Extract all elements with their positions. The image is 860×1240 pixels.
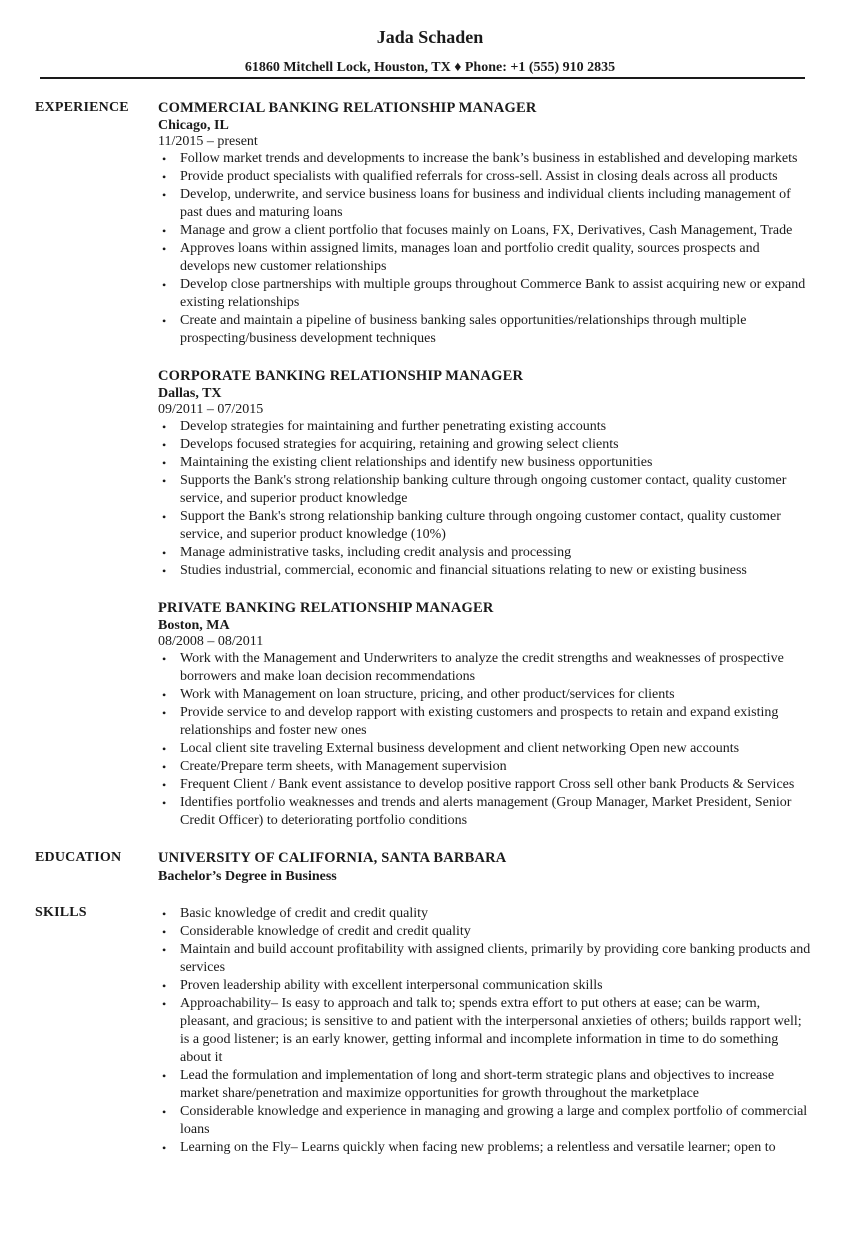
job-bullet-text: Studies industrial, commercial, economic and financial situations relating to new or existing business: [180, 563, 747, 578]
job-bullet: [158, 240, 812, 276]
skill-item: [158, 905, 812, 923]
job-bullet-text: Identifies portfolio weaknesses and trends and alerts management (Group Manager, Market President, Senior Credit Officer) to deteriorating portfolio conditions: [180, 795, 792, 828]
job-bullet-text: Develop close partnerships with multiple groups throughout Commerce Bank to assist acquiring new or expand existing relationships: [180, 277, 806, 310]
job-bullet: [158, 454, 812, 472]
bullet-icon: •: [162, 760, 167, 774]
job-bullet-text: Develops focused strategies for acquiring, retaining and growing select clients: [180, 437, 619, 452]
bullet-icon: •: [162, 979, 167, 993]
job-bullet: [158, 794, 812, 830]
job-bullet-text: Work with the Management and Underwriters to analyze the credit strengths and weaknesses of prospective borrowers and make loan decision recommendations: [180, 651, 784, 684]
job-entry: [158, 99, 812, 348]
job-location: Dallas, TX: [158, 386, 222, 401]
resume-body: [0, 99, 860, 1157]
experience-section: [0, 99, 860, 830]
job-bullet: [158, 222, 812, 240]
job-bullet-text: Support the Bank's strong relationship banking culture through ongoing customer contact, quality customer service, and superior product knowledge (10%): [180, 509, 781, 542]
job-bullet-text: Frequent Client / Bank event assistance to develop positive rapport Cross sell other bank Products & Services: [180, 777, 795, 792]
bullet-icon: •: [162, 1141, 167, 1155]
header-divider: [40, 77, 805, 79]
bullet-icon: •: [162, 564, 167, 578]
job-bullet: [158, 758, 812, 776]
skill-text: Proven leadership ability with excellent interpersonal communication skills: [180, 978, 603, 993]
job-bullet: [158, 776, 812, 794]
job-bullet: [158, 562, 812, 580]
job-entry: [158, 367, 812, 580]
bullet-icon: •: [162, 1069, 167, 1083]
job-dates: 11/2015 – present: [158, 134, 258, 149]
job-location: Boston, MA: [158, 618, 230, 633]
experience-list: [158, 99, 812, 830]
skill-text: Maintain and build account profitability with assigned clients, primarily by providing core banking products and services: [180, 942, 811, 975]
job-bullets: [158, 418, 812, 580]
job-bullet: [158, 418, 812, 436]
skill-item: [158, 1103, 812, 1139]
job-bullet-text: Manage administrative tasks, including credit analysis and processing: [180, 545, 572, 560]
skill-text: Basic knowledge of credit and credit quality: [180, 906, 429, 921]
job-bullet-text: Local client site traveling External business development and client networking Open new accounts: [180, 741, 740, 756]
bullet-icon: •: [162, 925, 167, 939]
job-bullet-text: Manage and grow a client portfolio that focuses mainly on Loans, FX, Derivatives, Cash Management, Trade: [180, 223, 793, 238]
bullet-icon: •: [162, 907, 167, 921]
job-bullet: [158, 544, 812, 562]
skill-item: [158, 1067, 812, 1103]
job-bullet-text: Work with Management on loan structure, pricing, and other product/services for clients: [180, 687, 675, 702]
experience-heading: EXPERIENCE: [35, 100, 129, 115]
job-dates: 09/2011 – 07/2015: [158, 402, 264, 417]
bullet-icon: •: [162, 438, 167, 452]
contact-line: 61860 Mitchell Lock, Houston, TX ♦ Phone: +1 (555) 910 2835: [244, 60, 616, 75]
skills-section: [0, 904, 860, 1157]
job-bullet: [158, 472, 812, 508]
job-bullet-text: Supports the Bank's strong relationship banking culture through ongoing customer contact, quality customer service, and superior product knowledge: [180, 473, 787, 506]
job-entry: [158, 599, 812, 830]
bullet-icon: •: [162, 943, 167, 957]
bullet-icon: •: [162, 420, 167, 434]
job-bullet-text: Create/Prepare term sheets, with Management supervision: [180, 759, 507, 774]
job-bullet-text: Provide service to and develop rapport with existing customers and prospects to retain and expand existing relationships and foster new ones: [180, 705, 779, 738]
bullet-icon: •: [162, 152, 167, 166]
bullet-icon: •: [162, 510, 167, 524]
job-bullet-text: Create and maintain a pipeline of business banking sales opportunities/relationships through multiple prospecting/business development techniques: [180, 313, 747, 346]
job-title: COMMERCIAL BANKING RELATIONSHIP MANAGER: [158, 100, 537, 116]
job-bullet: [158, 436, 812, 454]
job-bullet-text: Follow market trends and developments to increase the bank’s business in established and developing markets: [180, 151, 798, 166]
skill-item: [158, 923, 812, 941]
bullet-icon: •: [162, 546, 167, 560]
education-degree: Bachelor’s Degree in Business: [158, 869, 337, 884]
skill-item: [158, 941, 812, 977]
education-school: UNIVERSITY OF CALIFORNIA, SANTA BARBARA: [158, 850, 507, 866]
job-title: CORPORATE BANKING RELATIONSHIP MANAGER: [158, 368, 524, 384]
job-bullet-text: Develop strategies for maintaining and further penetrating existing accounts: [180, 419, 607, 434]
skills-bullets: [158, 905, 812, 1157]
skills-heading: SKILLS: [35, 905, 87, 920]
job-bullet-text: Provide product specialists with qualified referrals for cross-sell. Assist in closing deals across all products: [180, 169, 778, 184]
job-bullet-text: Develop, underwrite, and service business loans for business and individual clients including management of past dues and maturing loans: [180, 187, 791, 220]
job-bullet: [158, 276, 812, 312]
bullet-icon: •: [162, 652, 167, 666]
job-bullet: [158, 686, 812, 704]
bullet-icon: •: [162, 456, 167, 470]
candidate-name: Jada Schaden: [376, 27, 484, 47]
bullet-icon: •: [162, 688, 167, 702]
job-bullet: [158, 508, 812, 544]
skill-item: [158, 995, 812, 1067]
skills-list: [158, 904, 812, 1157]
skill-text: Considerable knowledge and experience in managing and growing a large and complex portfolio of commercial loans: [180, 1104, 808, 1137]
job-bullet: [158, 312, 812, 348]
skill-text: Considerable knowledge of credit and credit quality: [180, 924, 471, 939]
bullet-icon: •: [162, 706, 167, 720]
bullet-icon: •: [162, 1105, 167, 1119]
bullet-icon: •: [162, 188, 167, 202]
bullet-icon: •: [162, 278, 167, 292]
job-bullet-text: Approves loans within assigned limits, manages loan and portfolio credit quality, sources prospects and develops new customer relationships: [180, 241, 760, 274]
education-heading: EDUCATION: [35, 850, 122, 865]
job-bullet: [158, 168, 812, 186]
education-section: [0, 849, 860, 886]
bullet-icon: •: [162, 474, 167, 488]
job-bullet: [158, 186, 812, 222]
bullet-icon: •: [162, 170, 167, 184]
job-bullets: [158, 150, 812, 348]
job-title: PRIVATE BANKING RELATIONSHIP MANAGER: [158, 600, 494, 616]
job-dates: 08/2008 – 08/2011: [158, 634, 264, 649]
bullet-icon: •: [162, 742, 167, 756]
skill-text: Lead the formulation and implementation of long and short-term strategic plans and objectives to increase market share/penetration and maximize opportunities for growth throughout the marketplace: [180, 1068, 775, 1101]
skill-item: [158, 1139, 812, 1157]
education-entry: [158, 849, 812, 886]
job-bullet: [158, 650, 812, 686]
bullet-icon: •: [162, 314, 167, 328]
job-bullets: [158, 650, 812, 830]
skill-text: Learning on the Fly– Learns quickly when facing new problems; a relentless and versatile learner; open to: [180, 1140, 776, 1155]
job-bullet: [158, 704, 812, 740]
bullet-icon: •: [162, 224, 167, 238]
bullet-icon: •: [162, 796, 167, 810]
job-location: Chicago, IL: [158, 118, 229, 133]
job-bullet: [158, 150, 812, 168]
bullet-icon: •: [162, 242, 167, 256]
skill-text: Approachability– Is easy to approach and talk to; spends extra effort to put others at ease; can be warm, pleasant, and gracious; is sensitive to and patient with the interpersonal anxieties of others; builds rapport well; is a good listener; is an early knower, getting informal and incomplete information in time to do something about it: [180, 996, 802, 1065]
job-bullet: [158, 740, 812, 758]
skill-item: [158, 977, 812, 995]
bullet-icon: •: [162, 778, 167, 792]
bullet-icon: •: [162, 997, 167, 1011]
job-bullet-text: Maintaining the existing client relationships and identify new business opportunities: [180, 455, 653, 470]
